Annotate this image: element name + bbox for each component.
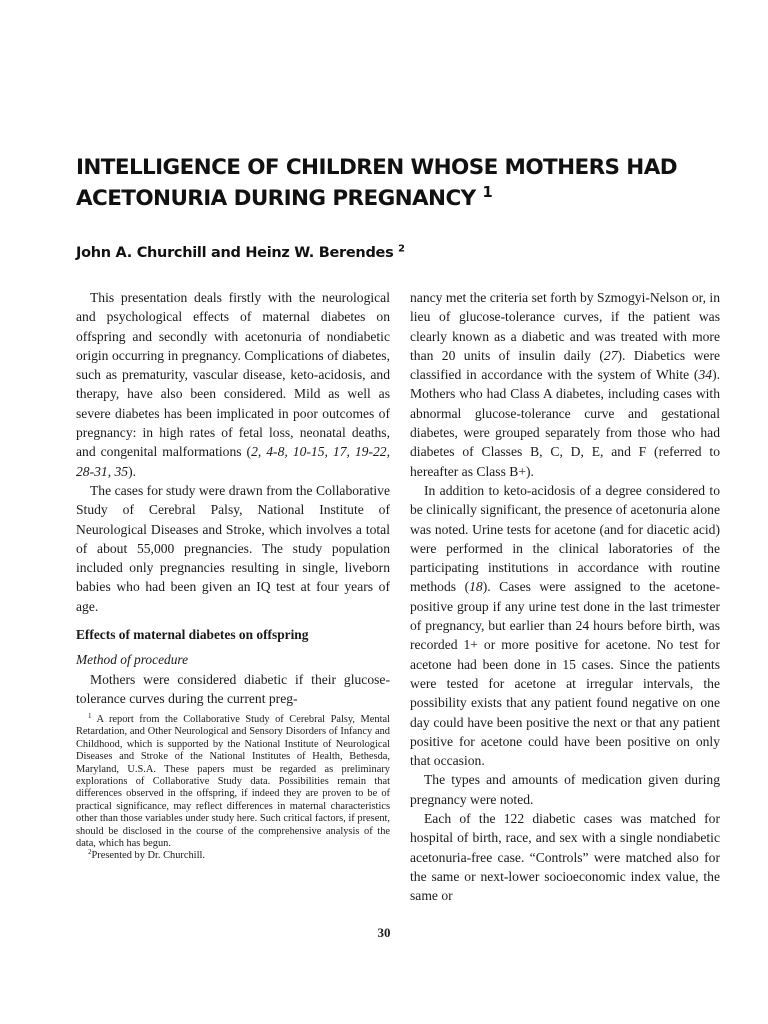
title-line-2 [76,183,696,214]
subsection-heading: Method of procedure [76,652,189,668]
footnote-1-mark: 1 [88,712,92,721]
matching-paragraph: Each of the 122 diabetic cases was matched for hospital of birth, race, and sex with a single nondiabetic acetonuria-free case. “Controls” were matched also for the same or next-lower socioeconomic index value, the same or [410,811,720,904]
article-title [76,152,696,214]
intro-text: This presentation deals firstly with the neurological and psychological effects of maternal diabetes on offspring and secondly with acetonuria of nondiabetic origin occurring in pregnancy. Complications of diabetes, such as prematurity, vascular disease, keto-acidosis, and therapy, have also been considered. Mild as well as severe diabetes has been implicated in poor outcomes of pregnancy: in high rates of fetal loss, neonatal deaths, and congenital malformations ( [76,290,390,460]
footnote-1 [76,714,390,850]
footnote-2-mark: 2 [88,848,92,857]
author-names: John A. Churchill and Heinz W. Berendes [76,245,394,261]
method-paragraph: Mothers were considered diabetic if their glucose-tolerance curves during the current preg- [76,672,390,707]
criteria-ref-a: 27 [603,347,618,363]
title-line-1: INTELLIGENCE OF CHILDREN WHOSE MOTHERS HAD [76,155,677,180]
acetonuria-ref: 18 [469,579,483,595]
footnotes [76,714,390,863]
section-heading: Effects of maternal diabetes on offspring [76,627,309,643]
left-column [76,288,390,709]
intro-paragraph [76,288,390,481]
intro-text-end: ). [128,463,137,479]
title-line-2-text: ACETONURIA DURING PREGNANCY [76,186,476,211]
study-population-paragraph: The cases for study were drawn from the Collaborative Study of Cerebral Palsy, National Institute of Neurological Diseases and Stroke, which involves a total of about 55,000 pregnancies. The study population included only pregnancies resulting in single, liveborn babies who had been given an IQ test at four years of age. [76,482,390,614]
author-line [76,243,696,263]
footnote-2 [76,850,390,862]
footnote-1-text: A report from the Collaborative Study of Cerebral Palsy, Mental Retardation, and Other Neurological and Sensory Disorders of Infancy and Childhood, which is supported by the National Institute of Neurological Diseases and Stroke of the National Institutes of Health, Bethesda, Maryland, U.S.A. These papers must be regarded as preliminary explorations of Collaborative Study data. Possibilities remain that differences observed in the offspring, if indeed they are proven to be of practical significance, may reflect differences in maternal characteristics other than those variables under study here. Such critical factors, if present, should be disclosed in the course of the comprehensive analysis of the data, which has begun. [76,714,390,850]
medication-paragraph: The types and amounts of medication given during pregnancy were noted. [410,772,720,807]
acetonuria-paragraph [410,481,720,770]
right-column [410,288,720,906]
criteria-text-b: ). Diabetics were classified in accordance with the system of White ( [410,347,720,383]
authors-footnote-mark: 2 [398,243,405,255]
page-number: 30 [377,925,391,940]
acetonuria-text-a: In addition to keto-acidosis of a degree considered to be clinically significant, the presence of acetonuria alone was noted. Urine tests for acetone (and for diacetic acid) were performed in the clinical laboratories of the participating institutions in accordance with routine methods ( [410,482,720,595]
acetonuria-text-b: ). Cases were assigned to the acetone-positive group if any urine test done in the last trimester of pregnancy, but earlier than 24 hours before birth, was recorded 1+ or more positive for acetone. No test for acetone had been done in 15 cases. Since the patients were tested for acetone at irregular intervals, the possibility exists that any patient found negative on one day could have been positive the next or that any patient positive for acetone could have been positive on only that occasion. [410,579,720,769]
title-footnote-mark: 1 [482,183,493,201]
criteria-text-c: ). Mothers who had Class A diabetes, including cases with abnormal glucose-tolerance curve and gestational diabetes, were grouped separately from those who had diabetes of Classes B, C, D, E, and F (referred to hereafter as Class B+). [410,367,720,479]
diabetes-criteria-paragraph [410,288,720,481]
criteria-text-a: nancy met the criteria set forth by Szmogyi-Nelson or, in lieu of glucose-tolerance curves, if the patient was clearly known as a diabetic and was treated with more than 20 units of insulin daily ( [410,290,720,363]
criteria-ref-b: 34 [698,367,713,383]
footnote-2-text: Presented by Dr. Churchill. [91,850,205,862]
intro-references: 2, 4-8, 10-15, 17, 19-22, 28-31, 35 [76,444,390,479]
